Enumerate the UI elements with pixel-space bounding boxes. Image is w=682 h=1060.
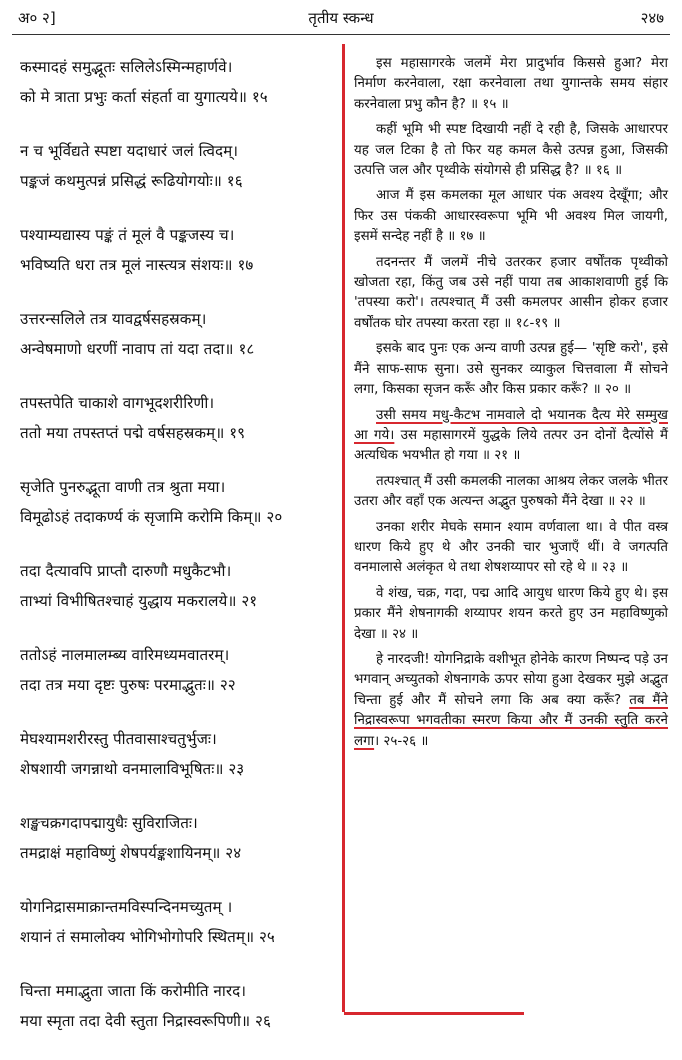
verse-line: अन्वेषमाणो धरणीं नावाप तां यदा तदा॥ १८ — [20, 340, 255, 358]
verse-line: उत्तरन्सलिले तत्र यावद्वर्षसहस्रकम्। — [20, 310, 207, 328]
header-rule — [12, 34, 670, 35]
translation-para-17: आज मैं इस कमलका मूल आधार पंक अवश्य देखूँगा; और फिर उस पंककी आधारस्वरूपा भूमि भी अवश्य मिल जायगी, इसमें सन्देह नहीं है ॥ १७ ॥ — [354, 188, 668, 245]
red-margin-line — [342, 44, 345, 1012]
verse-line: विमूढोऽहं तदाकर्ण्य कं सृजामि करोमि किम्॥ २० — [20, 508, 283, 526]
red-bottom-line — [344, 1012, 524, 1015]
verse-25 — [20, 892, 340, 952]
verse-line: मया स्मृता तदा देवी स्तुता निद्रास्वरूपिणी॥ २६ — [20, 1012, 271, 1030]
page-title: तृतीय स्कन्ध — [308, 9, 374, 27]
verse-line: चिन्ता ममाद्भुता जाता किं करोमीति नारद। — [20, 982, 247, 1000]
verse-line: कस्मादहं समुद्भूतः सलिलेऽस्मिन्महार्णवे। — [20, 58, 233, 76]
hindi-translation-column — [354, 54, 668, 757]
verse-19 — [20, 388, 340, 448]
verse-line: मेघश्यामशरीरस्तु पीतवासाश्चतुर्भुजः। — [20, 730, 217, 748]
highlighted-sentence: उसी समय मधु-कैटभ नामवाले दो भयानक दैत्य मेरे सम्मुख आ गये। — [354, 407, 668, 443]
verse-line: तदा दैत्यावपि प्राप्तौ दारुणौ मधुकैटभौ। — [20, 562, 232, 580]
page-header — [18, 6, 664, 32]
verse-22 — [20, 640, 340, 700]
verse-line: ताभ्यां विभीषितश्चाहं युद्धाय मकरालये॥ २१ — [20, 592, 258, 610]
translation-para-25-26 — [354, 650, 668, 752]
verse-26 — [20, 976, 340, 1036]
verse-line: योगनिद्रासमाक्रान्तमविस्पन्दिनमच्युतम् । — [20, 898, 233, 916]
verse-line: न च भूर्विद्यते स्पष्टा यदाधारं जलं त्विदम्। — [20, 142, 239, 160]
sanskrit-verses-column — [20, 52, 340, 1060]
verse-15 — [20, 52, 340, 112]
verse-24 — [20, 808, 340, 868]
verse-line: तमद्राक्षं महाविष्णुं शेषपर्यङ्कशायिनम्॥ २४ — [20, 844, 242, 862]
verse-line: तदा तत्र मया दृष्टः पुरुषः परमाद्भुतः॥ २२ — [20, 676, 236, 694]
verse-line: ततो मया तपस्तप्तं पद्मे वर्षसहस्रकम्॥ १९ — [20, 424, 246, 442]
verse-17 — [20, 220, 340, 280]
verse-line: सृजेति पुनरुद्भूता वाणी तत्र श्रुता मया। — [20, 478, 226, 496]
verse-21 — [20, 556, 340, 616]
verse-16 — [20, 136, 340, 196]
translation-para-15: इस महासागरके जलमें मेरा प्रादुर्भाव किससे हुआ? मेरा निर्माण करनेवाला, रक्षा करनेवाला तथा युगान्तके समय संहार करनेवाला प्रभु कौन है? ॥ १५ ॥ — [354, 56, 668, 112]
translation-para-24: वे शंख, चक्र, गदा, पद्म आदि आयुध धारण किये हुए थे। इस प्रकार मैंने शेषनागकी शय्यापर शयन करते हुए उन महाविष्णुको देखा ॥ २४ ॥ — [354, 585, 668, 642]
verse-line: तपस्तपेति चाकाशे वागभूदशरीरिणी। — [20, 394, 215, 412]
paragraph-text: उस महासागरमें युद्धके लिये तत्पर उन दोनों दैत्योंसे मैं अत्यधिक भयभीत हो गया ॥ २१ ॥ — [354, 427, 668, 464]
verse-line: पङ्कजं कथमुत्पन्नं प्रसिद्धं रूढियोगयोः॥ १६ — [20, 172, 243, 190]
translation-para-22: तत्पश्चात् मैं उसी कमलकी नालका आश्रय लेकर जलके भीतर उतरा और वहाँ एक अत्यन्त अद्भुत पुरुषको मैंने देखा ॥ २२ ॥ — [354, 473, 668, 510]
verse-line: शयानं तं समालोक्य भोगिभोगोपरि स्थितम्॥ २५ — [20, 928, 275, 946]
translation-para-18-19: तदनन्तर मैं जलमें नीचे उतरकर हजार वर्षोंतक पृथ्वीको खोजता रहा, किंतु जब उसे नहीं पाया तब आकाशवाणी हुई कि 'तपस्या करो'। तत्पश्चात् मैं उसी कमलपर आसीन होकर हजार वर्षोंतक घोर तपस्या करता रहा ॥ १८-१९ ॥ — [354, 254, 668, 331]
verse-line: शङ्खचक्रगदापद्मायुधैः सुविराजितः। — [20, 814, 198, 832]
highlighted-sentence: तब मैंने निद्रास्वरूपा भगवतीका स्मरण किया और मैं उनकी स्तुति करने लगा — [354, 692, 668, 749]
translation-para-21 — [354, 406, 668, 467]
verse-line: शेषशायी जगन्नाथो वनमालाविभूषितः॥ २३ — [20, 760, 245, 778]
verse-line: को मे त्राता प्रभुः कर्ता संहर्ता वा युगात्यये॥ १५ — [20, 88, 268, 106]
verse-23 — [20, 724, 340, 784]
verse-line: ततोऽहं नालमालम्ब्य वारिमध्यमवातरम्। — [20, 646, 230, 664]
chapter-reference: अ० २] — [18, 9, 56, 27]
paragraph-text: । २५-२६ ॥ — [374, 733, 429, 749]
translation-para-16: कहीं भूमि भी स्पष्ट दिखायी नहीं दे रही है, जिसके आधारपर यह जल टिका है तो फिर यह कमल कैसे उत्पन्न हुआ, जिसकी उत्पत्ति जल और पृथ्वीके संयोगसे ही प्रसिद्ध है? ॥ १६ ॥ — [354, 122, 668, 179]
translation-para-23: उनका शरीर मेघके समान श्याम वर्णवाला था। वे पीत वस्त्र धारण किये हुए थे और उनकी चार भुजाएँ थीं। वे जगत्पति वनमालासे अलंकृत थे तथा शेषशय्यापर सो रहे थे ॥ २३ ॥ — [354, 519, 668, 576]
translation-para-20: इसके बाद पुनः एक अन्य वाणी उत्पन्न हुई— 'सृष्टि करो', इसे मैंने साफ-साफ सुना। उसे सुनकर व्याकुल चित्तवाला मैं सोचने लगा, किसका सृजन करूँ और किस प्रकार करूँ? ॥ २० ॥ — [354, 341, 668, 398]
verse-18 — [20, 304, 340, 364]
page-number: २४७ — [640, 9, 664, 27]
verse-line: पश्याम्यद्यास्य पङ्कं तं मूलं वै पङ्कजस्य च। — [20, 226, 235, 244]
verse-line: भविष्यति धरा तत्र मूलं नास्त्यत्र संशयः॥ १७ — [20, 256, 254, 274]
paragraph-text: हे नारदजी! योगनिद्राके वशीभूत होनेके कारण निष्पन्द पड़े उन भगवान् अच्युतको शेषनागके ऊपर सोया हुआ देखकर मुझे अद्भुत चिन्ता हुई और मैं सोचने लगा कि अब क्या करूँ? — [354, 651, 668, 708]
verse-20 — [20, 472, 340, 532]
